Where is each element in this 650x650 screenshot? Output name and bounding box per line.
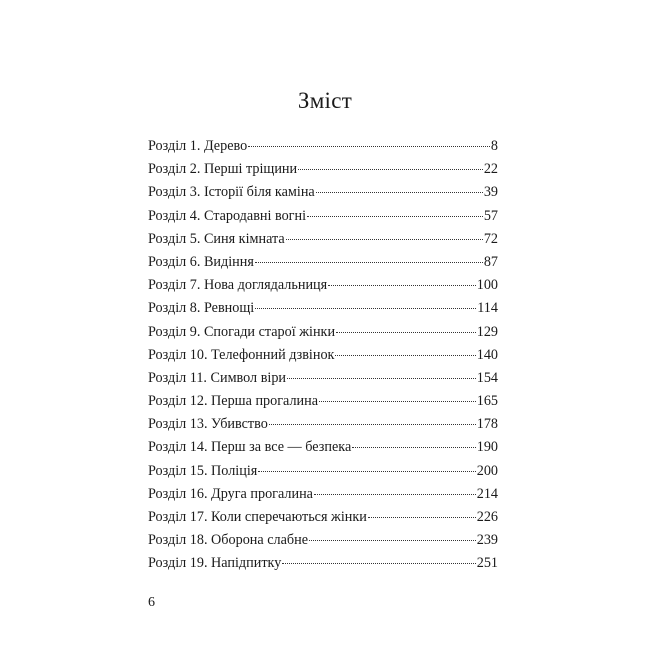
toc-entry xyxy=(148,251,498,274)
toc-entry-page: 87 xyxy=(483,253,498,270)
dot-leader xyxy=(336,332,476,333)
dot-leader xyxy=(286,239,483,240)
table-of-contents xyxy=(148,135,498,576)
toc-entry-page: 8 xyxy=(490,138,498,154)
toc-entry-label: Розділ 9. Спогади старої жінки xyxy=(148,323,336,340)
toc-entry-page: 190 xyxy=(476,439,498,456)
toc-entry-label: Розділ 3. Історії біля каміна xyxy=(148,184,315,201)
toc-entry-label: Розділ 4. Стародавні вогні xyxy=(148,207,307,224)
dot-leader xyxy=(335,355,475,356)
toc-entry-page: 200 xyxy=(476,462,498,479)
toc-entry-label: Розділ 11. Символ віри xyxy=(148,369,287,386)
dot-leader xyxy=(328,285,476,286)
toc-entry-page: 140 xyxy=(476,346,498,363)
toc-entry-label: Розділ 5. Синя кімната xyxy=(148,230,285,247)
toc-entry-page: 114 xyxy=(477,300,498,317)
toc-entry xyxy=(148,135,498,158)
toc-entry xyxy=(148,297,498,320)
toc-entry xyxy=(148,344,498,367)
dot-leader xyxy=(255,262,483,263)
toc-entry-page: 178 xyxy=(476,416,498,433)
dot-leader xyxy=(298,169,483,170)
toc-entry xyxy=(148,274,498,297)
dot-leader xyxy=(316,192,483,193)
toc-entry xyxy=(148,228,498,251)
toc-entry-label: Розділ 15. Поліція xyxy=(148,462,258,479)
dot-leader xyxy=(368,517,476,518)
toc-entry xyxy=(148,460,498,483)
toc-entry-page: 39 xyxy=(483,184,498,201)
toc-entry-page: 154 xyxy=(476,369,498,386)
toc-entry-label: Розділ 1. Дерево xyxy=(148,138,248,154)
toc-entry-label: Розділ 10. Телефонний дзвінок xyxy=(148,346,335,363)
toc-entry xyxy=(148,181,498,204)
page-number: 6 xyxy=(148,595,155,610)
toc-entry-label: Розділ 16. Друга прогалина xyxy=(148,485,313,502)
toc-entry-label: Розділ 6. Видіння xyxy=(148,253,254,270)
dot-leader xyxy=(307,216,483,217)
toc-entry xyxy=(148,483,498,506)
toc-entry-label: Розділ 12. Перша прогалина xyxy=(148,393,319,410)
toc-entry xyxy=(148,390,498,413)
toc-entry xyxy=(148,506,498,529)
toc-entry-label: Розділ 2. Перші тріщини xyxy=(148,161,298,178)
toc-entry xyxy=(148,367,498,390)
toc-entry-label: Розділ 18. Оборона слабне xyxy=(148,532,309,549)
toc-entry xyxy=(148,321,498,344)
toc-entry-page: 165 xyxy=(476,393,498,410)
toc-entry xyxy=(148,413,498,436)
toc-entry-label: Розділ 13. Убивство xyxy=(148,416,268,433)
toc-entry-label: Розділ 17. Коли сперечаються жінки xyxy=(148,509,367,525)
dot-leader xyxy=(258,471,475,472)
toc-entry-page: 214 xyxy=(476,485,498,502)
toc-entry-label: Розділ 14. Перш за все — безпека xyxy=(148,439,352,456)
toc-entry-page: 100 xyxy=(476,277,498,294)
dot-leader xyxy=(319,401,476,402)
toc-entry xyxy=(148,158,498,181)
toc-entry-page: 22 xyxy=(483,161,498,178)
toc-entry xyxy=(148,552,498,575)
dot-leader xyxy=(269,424,476,425)
toc-entry xyxy=(148,436,498,459)
toc-entry-label: Розділ 19. Напідпитку xyxy=(148,555,282,572)
dot-leader xyxy=(248,146,490,147)
toc-entry-page: 226 xyxy=(476,509,498,525)
toc-entry-label: Розділ 7. Нова доглядальниця xyxy=(148,277,328,294)
page-title: Зміст xyxy=(297,88,353,113)
dot-leader xyxy=(282,563,475,564)
toc-entry xyxy=(148,529,498,552)
toc-entry xyxy=(148,205,498,228)
toc-entry-page: 129 xyxy=(476,323,498,340)
dot-leader xyxy=(287,378,476,379)
dot-leader xyxy=(309,540,476,541)
toc-entry-page: 72 xyxy=(483,230,498,247)
toc-entry-page: 251 xyxy=(476,555,498,572)
dot-leader xyxy=(255,308,476,309)
dot-leader xyxy=(314,494,476,495)
toc-entry-page: 239 xyxy=(476,532,498,549)
dot-leader xyxy=(352,447,475,448)
toc-entry-label: Розділ 8. Ревнощі xyxy=(148,300,255,317)
toc-entry-page: 57 xyxy=(483,207,498,224)
